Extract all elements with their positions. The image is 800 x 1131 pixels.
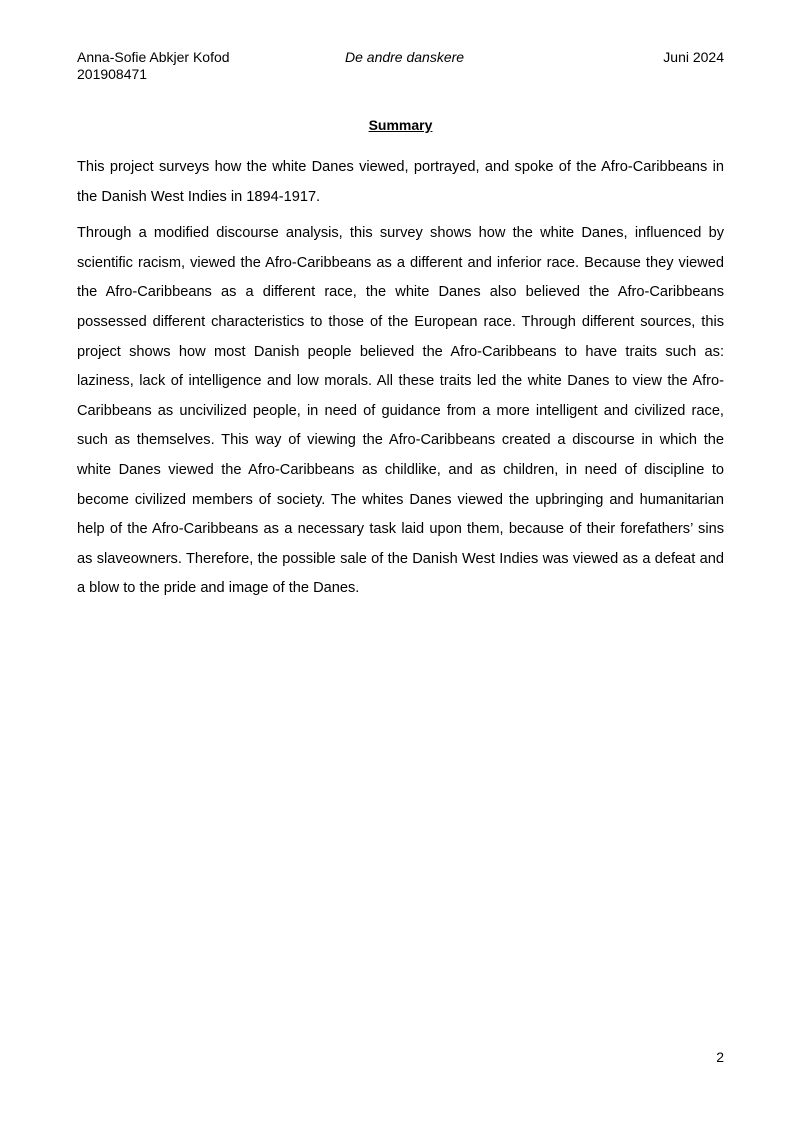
paragraph-1: This project surveys how the white Danes viewed, portrayed, and spoke of the Afro-Caribbeans in the Danish West Indies in 1894-1917. xyxy=(77,159,724,205)
page-header xyxy=(77,49,724,89)
page-number: 2 xyxy=(716,1049,724,1065)
section-title: Summary xyxy=(368,117,433,133)
header-date: Juni 2024 xyxy=(663,49,724,65)
header-document-title: De andre danskere xyxy=(345,49,465,65)
summary-body xyxy=(77,153,724,611)
header-student-id: 201908471 xyxy=(77,66,148,82)
header-author: Anna-Sofie Abkjer Kofod xyxy=(77,49,230,65)
paragraph-2: Through a modified discourse analysis, this survey shows how the white Danes, influenced by scientific racism, viewed the Afro-Caribbeans as a different and inferior race. Because they viewed the Afro-Caribbeans as a different race, the white Danes also believed the Afro-Caribbeans possessed different characteristics to those of the European race. Through different sources, this project shows how most Danish people believed the Afro-Caribbeans to have traits such as: laziness, lack of intelligence and low morals. All these traits led the white Danes to view the Afro-Caribbeans as uncivilized people, in need of guidance from a more intelligent and civilized race, such as themselves. This way of viewing the Afro-Caribbeans created a discourse in which the white Danes viewed the Afro-Caribbeans as childlike, and as children, in need of discipline to become civilized members of society. The whites Danes viewed the upbringing and humanitarian help of the Afro-Caribbeans as a necessary task laid upon them, because of their forefathers’ sins as slaveowners. Therefore, the possible sale of the Danish West Indies was viewed as a defeat and a blow to the pride and image of the Danes. xyxy=(77,225,724,597)
header-author-block xyxy=(77,49,230,83)
